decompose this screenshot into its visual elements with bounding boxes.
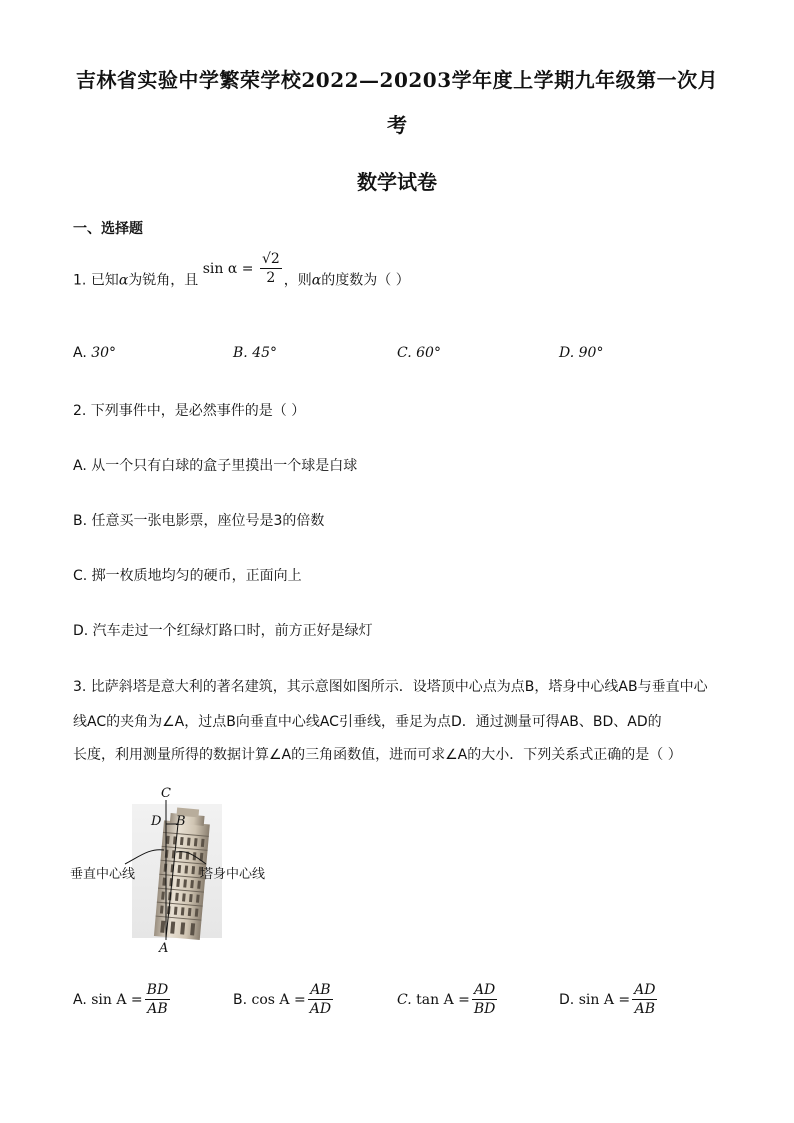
q1-option-a-letter: A. (73, 345, 87, 361)
q2-option-b[interactable]: B. 任意买一张电影票，座位号是3的倍数 (73, 513, 325, 529)
q3-option-a-denominator: AB (147, 1001, 168, 1017)
q1-text-d: 的度数为（ ） (321, 272, 410, 289)
q1-option-d-text: 90° (578, 345, 604, 361)
q3-option-a-fn: sin A = (91, 991, 143, 1008)
exam-subtitle: 数学试卷 (357, 170, 437, 194)
q1-text-c: ，则 (283, 272, 312, 289)
q1-text-b: 为锐角，且 (128, 272, 199, 289)
q3-option-c-denominator: BD (473, 1001, 496, 1017)
q1-sin-expression: sin α = (202, 260, 254, 277)
label-point-C: C (161, 786, 171, 801)
q1-alpha-2: α (311, 272, 322, 289)
q3-option-d-fraction (632, 981, 657, 1018)
q3-option-b-letter: B. (233, 991, 248, 1008)
question-1 (73, 251, 410, 299)
q1-fraction (260, 250, 282, 287)
question-3-line1: 3. 比萨斜塔是意大利的著名建筑，其示意图如图所示．设塔顶中心点为点B，塔身中心线AB与垂直中心 (73, 679, 708, 695)
q1-option-b-letter: B. (233, 345, 248, 361)
q1-option-c-letter: C. (397, 345, 412, 361)
q3-option-b-denominator: AD (309, 1001, 332, 1017)
q2-option-d[interactable]: D. 汽车走过一个红绿灯路口时，前方正好是绿灯 (73, 623, 373, 639)
q1-option-a[interactable] (73, 345, 116, 361)
label-point-D: D (151, 814, 162, 829)
question-3-line2: 线AC的夹角为∠A，过点B向垂直中心线AC引垂线，垂足为点D．通过测量可得AB、BD、AD的 (73, 714, 662, 730)
q1-option-d[interactable] (559, 345, 603, 361)
q3-option-d-numerator: AD (634, 982, 656, 998)
q3-option-c-fn: tan A = (416, 991, 470, 1008)
q3-option-b-numerator: AB (310, 982, 331, 998)
q1-option-d-letter: D. (559, 345, 575, 361)
exam-title-line1: 吉林省实验中学繁荣学校2022—20203学年度上学期九年级第一次月 (75, 68, 719, 92)
section-heading-choice: 一、选择题 (73, 221, 143, 237)
q1-alpha: α (118, 272, 129, 289)
q3-option-c[interactable] (397, 981, 499, 1018)
q2-option-a[interactable]: A. 从一个只有白球的盒子里摸出一个球是白球 (73, 458, 358, 474)
q1-number: 1. (73, 272, 87, 289)
q2-option-c[interactable]: C. 掷一枚质地均匀的硬币，正面向上 (73, 568, 302, 584)
label-vertical-center-line: 垂直中心线 (70, 867, 136, 882)
q1-option-b-text: 45° (252, 345, 278, 361)
q3-option-b-fraction (308, 981, 333, 1018)
label-tower-center-line: 塔身中心线 (200, 867, 266, 882)
q3-option-b[interactable] (233, 981, 335, 1018)
pisa-tower-figure (70, 786, 300, 958)
label-point-A: A (159, 941, 169, 956)
q3-option-c-fraction (472, 981, 498, 1018)
q1-option-c-text: 60° (416, 345, 441, 361)
q3-option-d[interactable] (559, 981, 659, 1018)
q3-option-b-fn: cos A = (251, 991, 306, 1008)
q3-option-d-fn: sin A = (578, 991, 631, 1008)
q3-option-d-denominator: AB (634, 1001, 655, 1017)
q3-option-a-fraction (145, 981, 171, 1018)
question-3-line3: 长度，利用测量所得的数据计算∠A的三角函数值，进而可求∠A的大小．下列关系式正确的是（ ） (73, 747, 682, 763)
exam-title-line2: 考 (387, 113, 407, 137)
q1-fraction-numerator: √2 (261, 251, 280, 267)
q1-option-c[interactable] (397, 345, 441, 361)
q1-fraction-denominator: 2 (266, 270, 276, 286)
q1-option-a-text: 30° (91, 345, 117, 361)
label-point-B: B (176, 814, 186, 829)
q1-option-b[interactable] (233, 345, 277, 361)
question-2: 2. 下列事件中，是必然事件的是（ ） (73, 403, 306, 419)
q3-option-a[interactable] (73, 981, 172, 1018)
q3-option-d-letter: D. (559, 991, 575, 1008)
q1-text-a: 已知 (90, 272, 119, 289)
q3-option-a-letter: A. (73, 991, 87, 1008)
q3-option-a-numerator: BD (146, 982, 169, 998)
q3-option-c-numerator: AD (473, 982, 496, 998)
q3-option-c-letter: C. (397, 991, 412, 1008)
